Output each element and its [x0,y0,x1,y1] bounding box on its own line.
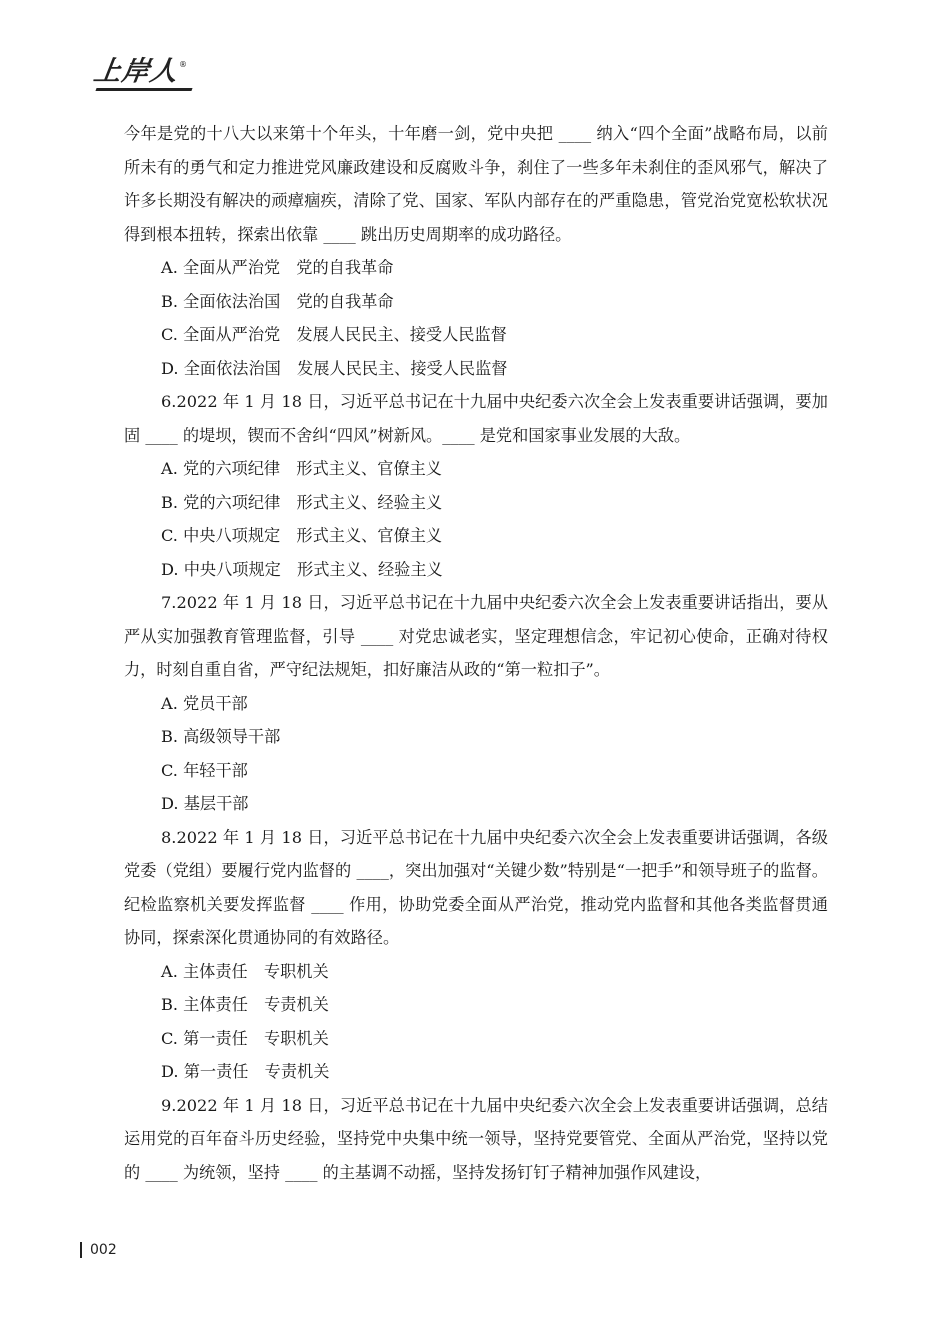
publisher-logo [91,56,187,98]
answer-option: D. 全面依法治国 发展人民民主、接受人民监督 [161,358,508,378]
answer-option: A. 党员干部 [161,693,248,713]
question-paragraph: 今年是党的十八大以来第十个年头，十年磨一剑，党中央把 ____ 纳入“四个全面”战略布局，以前所未有的勇气和定力推进党风廉政建设和反腐败斗争，刹住了一些多年未刹住的歪风邪气，解决了许多长期没有解决的顽瘴痼疾，清除了党、国家、军队内部存在的严重隐患，管党治党宽松软状况得到根本扭转，探索出依靠 ____ 跳出历史周期率的成功路径。 [124,124,828,244]
answer-option: B. 主体责任 专责机关 [161,995,329,1014]
question-paragraph: 7.2022 年 1 月 18 日，习近平总书记在十九届中央纪委六次全会上发表重要讲话指出，要从严从实加强教育管理监督，引导 ____ 对党忠诚老实，坚定理想信念，牢记初心使命，正确对待权力，时刻自重自省，严守纪法规矩，扣好廉洁从政的“第一粒扣子”。 [124,593,828,679]
answer-option: C. 年轻干部 [161,760,248,780]
registered-mark: ® [179,60,187,69]
answer-option: D. 第一责任 专责机关 [161,1062,330,1081]
question-paragraph: 9.2022 年 1 月 18 日，习近平总书记在十九届中央纪委六次全会上发表重要讲话强调，总结运用党的百年奋斗历史经验，坚持党中央集中统一领导，坚持党要管党、全面从严治党，坚持以党的 ____ 为统领，坚持 ____ 的主基调不动摇，坚持发扬钉钉子精神加强作风建设， [124,1095,828,1182]
answer-option: B. 党的六项纪律 形式主义、经验主义 [161,492,443,512]
page-content [124,117,828,1189]
answer-option: B. 高级领导干部 [161,727,281,746]
answer-option: D. 基层干部 [161,794,249,813]
answer-option: A. 党的六项纪律 形式主义、官僚主义 [161,459,442,478]
answer-option: D. 中央八项规定 形式主义、经验主义 [161,559,443,579]
page-footer [80,1241,117,1259]
answer-option: C. 第一责任 专职机关 [161,1028,329,1048]
answer-option: C. 中央八项规定 形式主义、官僚主义 [161,526,443,545]
logo-text: 上岸人 [91,56,181,87]
answer-option: A. 主体责任 专职机关 [161,961,329,981]
answer-option: C. 全面从严治党 发展人民民主、接受人民监督 [161,325,507,344]
footer-bar [80,1242,82,1258]
page-number: 002 [90,1242,117,1258]
question-paragraph: 8.2022 年 1 月 18 日，习近平总书记在十九届中央纪委六次全会上发表重要讲话强调，各级党委（党组）要履行党内监督的 ____，突出加强对“关键少数”特别是“一把手”和领导班子的监督。纪检监察机关要发挥监督 ____ 作用，协助党委全面从严治党，推动党内监督和其他各类监督贯通协同，探索深化贯通协同的有效路径。 [124,827,828,947]
answer-option: B. 全面依法治国 党的自我革命 [161,291,394,311]
answer-option: A. 全面从严治党 党的自我革命 [161,258,394,277]
logo-underline [95,88,192,91]
question-paragraph: 6.2022 年 1 月 18 日，习近平总书记在十九届中央纪委六次全会上发表重要讲话强调，要加固 ____ 的堤坝，锲而不舍纠“四风”树新风。____ 是党和国家事业发展的大敌。 [124,392,828,445]
